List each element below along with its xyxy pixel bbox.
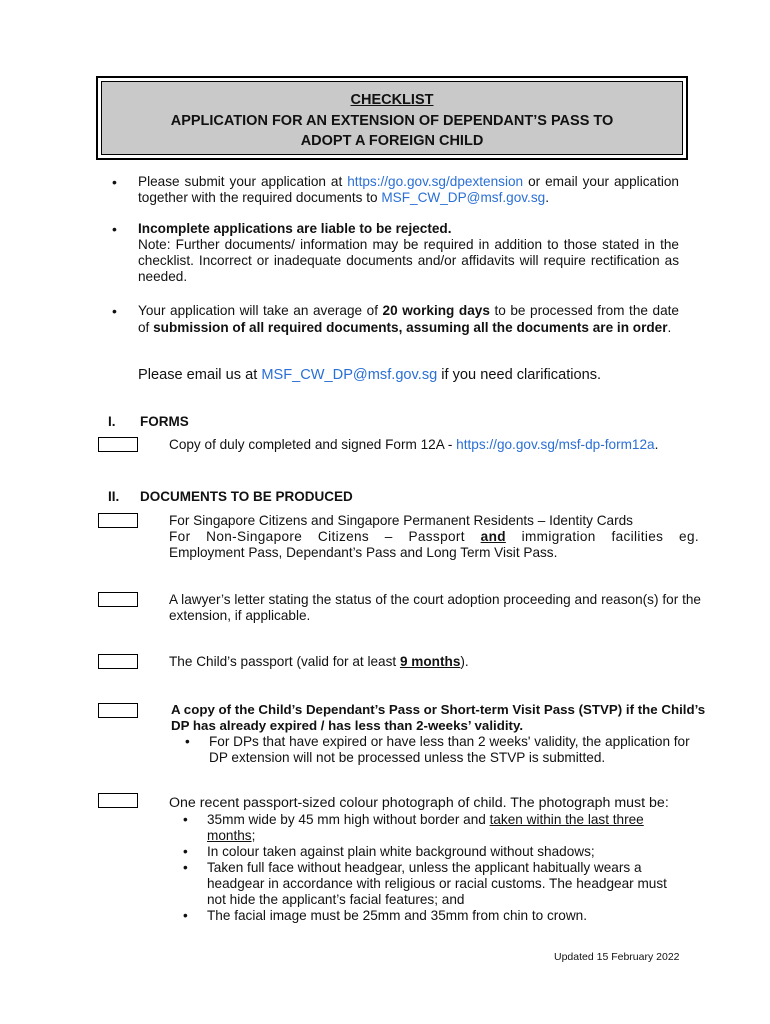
- further-documents-note: Note: Further documents/ information may be required in addition to those stated in the checklist. Incorrect or inadequate documents and/or affidavits will require rectification as needed.: [138, 237, 679, 284]
- checkbox-lawyer-letter[interactable]: [98, 592, 138, 607]
- lawyer-letter-item: A lawyer’s letter stating the status of the court adoption proceeding and reason(s) for the extension, if applicable.: [169, 592, 701, 623]
- photo-req-1-pre: 35mm wide by 45 mm high without border and: [207, 812, 490, 827]
- identity-line-2-pre: For Non-Singapore Citizens – Passport: [169, 529, 481, 544]
- checkbox-dependants-pass-copy[interactable]: [98, 703, 138, 718]
- form-12a-item: [169, 437, 705, 453]
- photograph-intro: One recent passport-sized colour photograph of child. The photograph must be:: [169, 795, 669, 811]
- photo-req-4-text: The facial image must be 25mm and 35mm from chin to crown.: [207, 908, 588, 923]
- checkbox-child-passport[interactable]: [98, 654, 138, 669]
- photo-req-2: [169, 844, 679, 860]
- processing-text-end: .: [667, 319, 672, 335]
- intro-b1-end: .: [545, 190, 549, 205]
- photo-req-1: [169, 812, 679, 844]
- form-12a-link[interactable]: https://go.gov.sg/msf-dp-form12a: [456, 437, 655, 452]
- passport-end: ).: [460, 654, 469, 669]
- checkbox-form-12a[interactable]: [98, 437, 138, 452]
- passport-validity: 9 months: [399, 654, 461, 669]
- photo-req-1-bullet-icon: •: [183, 812, 188, 827]
- intro-b1-mid: or email your application together with the required documents to: [138, 174, 679, 205]
- form-12a-end: .: [654, 437, 659, 452]
- identity-and: and: [480, 529, 506, 544]
- identity-line-3: Employment Pass, Dependant’s Pass and Long Term Visit Pass.: [169, 545, 558, 560]
- processing-text-mid: to be processed from the date of: [138, 303, 679, 335]
- identity-line-1: For Singapore Citizens and Singapore Permanent Residents – Identity Cards: [169, 513, 633, 528]
- photo-req-2-text: In colour taken against plain white background without shadows;: [207, 844, 595, 859]
- intro-email-link[interactable]: MSF_CW_DP@msf.gov.sg: [381, 190, 546, 205]
- photo-req-1-end: ;: [251, 828, 256, 843]
- photograph-item: [169, 795, 679, 924]
- photo-req-3-text: Taken full face without headgear, unless the applicant habitually wears a headgear in accordance with religious or racial customs. The headgear must not hide the applicant’s facial features; and: [207, 860, 667, 907]
- photo-req-2-bullet-icon: •: [183, 844, 188, 859]
- dependants-pass-item: [171, 702, 706, 766]
- bullet-1-icon: •: [112, 174, 117, 190]
- title-box: [96, 76, 688, 160]
- processing-days: 20 working days: [382, 303, 490, 318]
- contact-line: [138, 367, 601, 383]
- section-1-number: I.: [108, 414, 116, 429]
- updated-date: Updated 15 February 2022: [554, 951, 680, 963]
- dpextension-link[interactable]: https://go.gov.sg/dpextension: [347, 174, 524, 189]
- bullet-2-icon: •: [112, 221, 117, 237]
- title-checklist: CHECKLIST: [350, 92, 434, 108]
- checkbox-photograph[interactable]: [98, 793, 138, 808]
- submission-condition: submission of all required documents, assuming all the documents are in order: [153, 319, 668, 335]
- stvp-note: [171, 734, 706, 766]
- checkbox-identity-documents[interactable]: [98, 513, 138, 528]
- photo-req-4: [169, 908, 679, 924]
- photo-req-3-bullet-icon: •: [183, 860, 188, 875]
- contact-pre: Please email us at: [138, 367, 262, 383]
- bullet-3-icon: •: [112, 303, 117, 319]
- form-12a-text: Copy of duly completed and signed Form 12A -: [169, 437, 457, 452]
- processing-text-pre: Your application will take an average of: [138, 303, 383, 318]
- contact-email-link[interactable]: MSF_CW_DP@msf.gov.sg: [261, 367, 438, 383]
- title-line-3: ADOPT A FOREIGN CHILD: [300, 133, 484, 149]
- photo-req-3: [169, 860, 679, 908]
- stvp-bullet-icon: •: [185, 734, 190, 749]
- section-2-title: DOCUMENTS TO BE PRODUCED: [140, 489, 353, 504]
- intro-b1-text: Please submit your application at: [138, 174, 348, 189]
- stvp-note-text: For DPs that have expired or have less than 2 weeks' validity, the application for DP extension will not be processed unless the STVP is submitted.: [209, 734, 690, 765]
- identity-line-2-post: immigration facilities eg.: [505, 529, 699, 544]
- contact-end: if you need clarifications.: [437, 367, 602, 383]
- photo-req-4-bullet-icon: •: [183, 908, 188, 923]
- title-line-2: APPLICATION FOR AN EXTENSION OF DEPENDANT’S PASS TO: [170, 112, 614, 129]
- child-passport-item: [169, 654, 705, 670]
- section-1-title: FORMS: [140, 414, 189, 429]
- identity-documents-item: [169, 513, 699, 561]
- section-2-number: II.: [108, 489, 120, 504]
- dependants-pass-text: A copy of the Child’s Dependant’s Pass or Short-term Visit Pass (STVP) if the Child’s DP has already expired / has less than 2-weeks’ validity.: [171, 702, 706, 733]
- title-inner: [101, 81, 683, 155]
- identity-line-2: [169, 529, 699, 545]
- passport-text: The Child’s passport (valid for at least: [169, 654, 400, 669]
- photo-req-1-underline: taken within the last three months: [207, 812, 644, 843]
- intro-bullet-1: [138, 174, 679, 206]
- intro-bullet-2: [138, 221, 679, 285]
- rejection-warning: Incomplete applications are liable to be rejected.: [138, 221, 452, 236]
- intro-bullet-3: [138, 303, 679, 336]
